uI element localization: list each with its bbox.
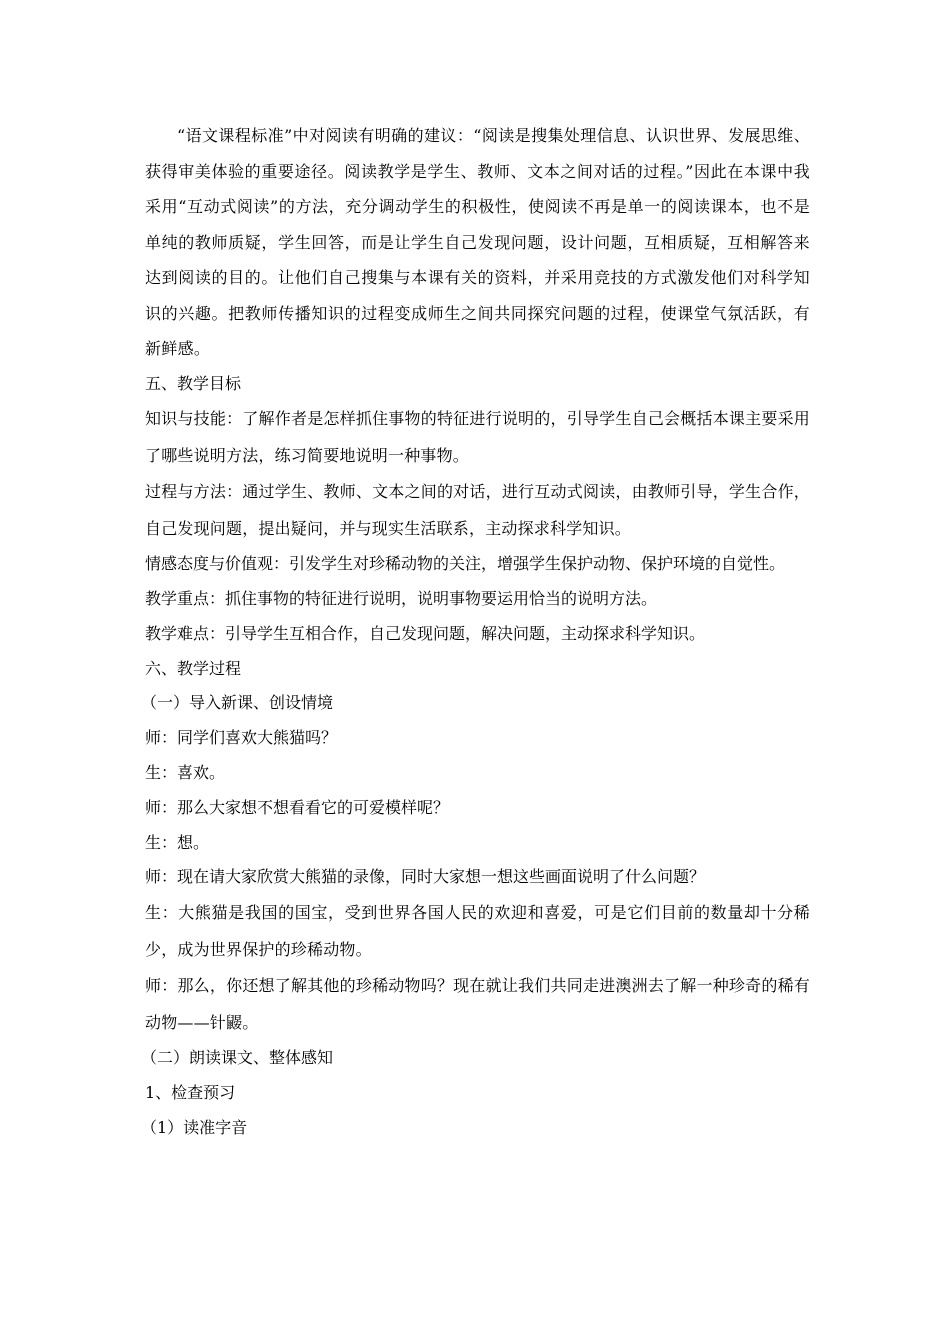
dialogue-teacher-echidna: 师：那么，你还想了解其他的珍稀动物吗？现在就让我们共同走进澳洲去了解一种珍奇的稀有动物——针鼹。 [145,976,810,1032]
dialogue-answer-panda: 生：大熊猫是我国的国宝，受到世界各国人民的欢迎和喜爱，可是它们目前的数量却十分稀少，成为世界保护的珍稀动物。 [145,903,810,959]
document-page [141,118,810,1146]
dialogue-line: 师：同学们喜欢大熊猫吗？ [145,728,338,748]
objective-emotion: 情感态度与价值观：引发学生对珍稀动物的关注，增强学生保护动物、保护环境的自觉性。 [145,554,786,574]
dialogue-line: 师：现在请大家欣赏大熊猫的录像，同时大家想一想这些画面说明了什么问题？ [145,867,706,887]
objective-knowledge: 知识与技能：了解作者是怎样抓住事物的特征进行说明的，引导学生自己会概括本课主要采用了哪些说明方法，练习简要地说明一种事物。 [145,409,810,465]
step-pronunciation: （1）读准字音 [141,1117,248,1137]
section-heading-process: 六、教学过程 [145,658,242,678]
dialogue-line: 生：想。 [145,832,210,852]
dialogue-line: 师：那么大家想不想看看它的可爱模样呢？ [145,797,450,817]
intro-paragraph: “语文课程标准”中对阅读有明确的建议：“阅读是搜集处理信息、认识世界、发展思维、获得审美体验的重要途径。阅读教学是学生、教师、文本之间对话的过程。”因此在本课中我采用“互动式阅读”的方法，充分调动学生的积极性，使阅读不再是单一的阅读课本，也不是单纯的教师质疑，学生回答，而是让学生自己发现问题，设计问题，互相质疑，互相解答来达到阅读的目的。让他们自己搜集与本课有关的资料，并采用竞技的方式激发他们对科学知识的兴趣。把教师传播知识的过程变成师生之间共同探究问题的过程，使课堂气氛活跃，有新鲜感。 [145,126,810,358]
subsection-reading: （二）朗读课文、整体感知 [141,1048,334,1068]
section-heading-objectives: 五、教学目标 [145,373,242,393]
objective-process: 过程与方法：通过学生、教师、文本之间的对话，进行互动式阅读，由教师引导，学生合作，自己发现问题，提出疑问，并与现实生活联系，主动探求科学知识。 [145,482,810,538]
subsection-intro: （一）导入新课、创设情境 [141,693,334,713]
teaching-key-point: 教学重点：抓住事物的特征进行说明，说明事物要运用恰当的说明方法。 [145,589,658,609]
teaching-difficulty: 教学难点：引导学生互相合作，自己发现问题，解决问题，主动探求科学知识。 [145,623,706,643]
step-check-preview: 1、检查预习 [145,1083,236,1103]
dialogue-line: 生：喜欢。 [145,763,226,783]
